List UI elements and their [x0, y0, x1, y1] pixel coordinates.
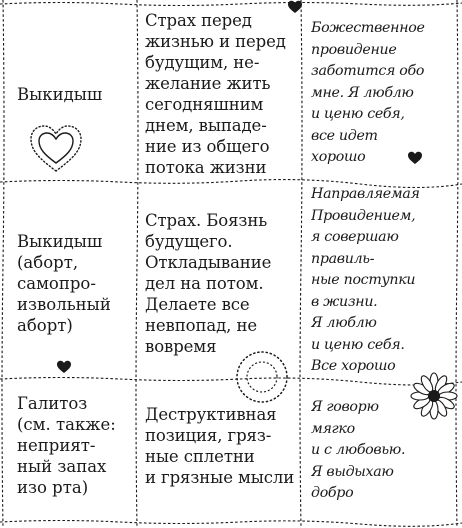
row1-disease	[17, 84, 135, 105]
heart-icon	[407, 151, 423, 165]
row3-cause-line: позиция, гряз-	[145, 426, 272, 445]
row3-disease-line: неприят-	[17, 436, 96, 455]
row1-affirmation-line: Божественное	[311, 20, 425, 36]
row3-cause-line-text: грязные мысли	[161, 468, 295, 487]
row3-disease-line: ный запах	[17, 457, 107, 476]
row2-cause-line: вовремя	[145, 337, 217, 356]
row1-cause-line: жизнью и перед	[145, 32, 286, 51]
row2-affirmation-line: Направляемая	[311, 186, 420, 202]
row1-affirmation-line: хорошо	[311, 149, 366, 165]
row3-disease-line: (см. также:	[17, 415, 116, 434]
heart-icon	[56, 360, 72, 374]
row2-disease-line: самопро-	[17, 274, 96, 293]
row1-cause-line: днем, выпаде-	[145, 116, 267, 135]
row2-cause	[145, 210, 295, 357]
row2-affirmation-line: в жизни.	[311, 293, 378, 310]
row2-affirmation	[311, 184, 451, 378]
row3-affirmation-line: Я говорю	[311, 399, 379, 415]
row3-cause	[145, 404, 295, 488]
heart-icon	[287, 0, 303, 14]
grid-line-right	[456, 0, 458, 528]
row1-cause-line: потока жизни	[145, 158, 267, 177]
row3-disease-line: изо рта)	[17, 478, 89, 497]
row2-affirmation-line: ные поступки	[311, 272, 416, 288]
grid-line-bottom	[0, 521, 462, 527]
row3-cause-line: ные сплетни	[145, 447, 255, 466]
row2-affirmation-line: я совершаю	[311, 229, 399, 245]
row3-cause-connector: и	[145, 468, 162, 487]
row2-cause-line: невпопад, не	[145, 316, 258, 335]
row3-affirmation-line: и с любовью.	[311, 442, 406, 458]
row2-cause-line: Делаете все	[145, 295, 250, 314]
row3-cause-line: Деструктивная	[145, 405, 277, 424]
row1-affirmation-line: заботится обо	[311, 63, 425, 79]
row3-disease	[17, 393, 135, 498]
row3-disease-line: Галитоз	[17, 394, 88, 413]
row2-affirmation-line: и ценю себя.	[311, 336, 405, 353]
row2-disease-line: извольный	[17, 295, 111, 314]
row1-affirmation-line: и ценю себя,	[311, 106, 405, 122]
row1-cause-line: ние из общего	[145, 137, 270, 156]
row2-disease-line: (аборт,	[17, 253, 79, 272]
row2-cause-line: будущего.	[145, 232, 233, 251]
row2-affirmation-line: правиль-	[311, 250, 375, 267]
row2-cause-line: дел на потом.	[145, 274, 264, 293]
row3-affirmation-line: добро	[311, 485, 354, 501]
row2-disease	[17, 231, 135, 336]
row1-affirmation-line: мне. Я люблю	[311, 84, 414, 101]
row3-affirmation-line: Я выдыхаю	[311, 463, 394, 480]
row1-affirmation-line: провидение	[311, 41, 397, 58]
row3-cause-line	[145, 467, 295, 488]
row1-affirmation-line: все идет	[311, 127, 378, 144]
row2-affirmation-line: Все хорошо	[311, 358, 396, 374]
grid-line-left	[2, 0, 4, 528]
grid-line-col1	[136, 0, 138, 528]
row1-cause-line: Страх перед	[145, 11, 252, 30]
grid-line-col2	[300, 0, 302, 528]
row1-affirmation	[311, 18, 451, 169]
row2-affirmation-line: Провидением,	[311, 207, 416, 224]
row1-cause-line: сегодняшним	[145, 95, 264, 114]
row2-affirmation-line: Я люблю	[311, 315, 377, 331]
dotted-circle-icon	[234, 349, 290, 405]
row1-cause-line: желание жить	[145, 74, 271, 93]
row1-disease-line: Выкидыш	[17, 85, 103, 104]
row1-cause-line: будущим, не-	[145, 53, 260, 72]
grid-line-top	[0, 3, 462, 6]
daisy-flower-icon	[410, 372, 458, 420]
row2-disease-line: Выкидыш	[17, 232, 103, 251]
row1-cause	[145, 10, 295, 178]
dotted-heart-icon	[28, 124, 84, 174]
row2-cause-line: Страх. Боязнь	[145, 211, 268, 230]
grid-line-row2	[0, 378, 462, 386]
row3-affirmation-line: мягко	[311, 420, 355, 437]
row2-disease-line: аборт)	[17, 316, 73, 335]
row2-cause-line: Откладывание	[145, 253, 272, 272]
